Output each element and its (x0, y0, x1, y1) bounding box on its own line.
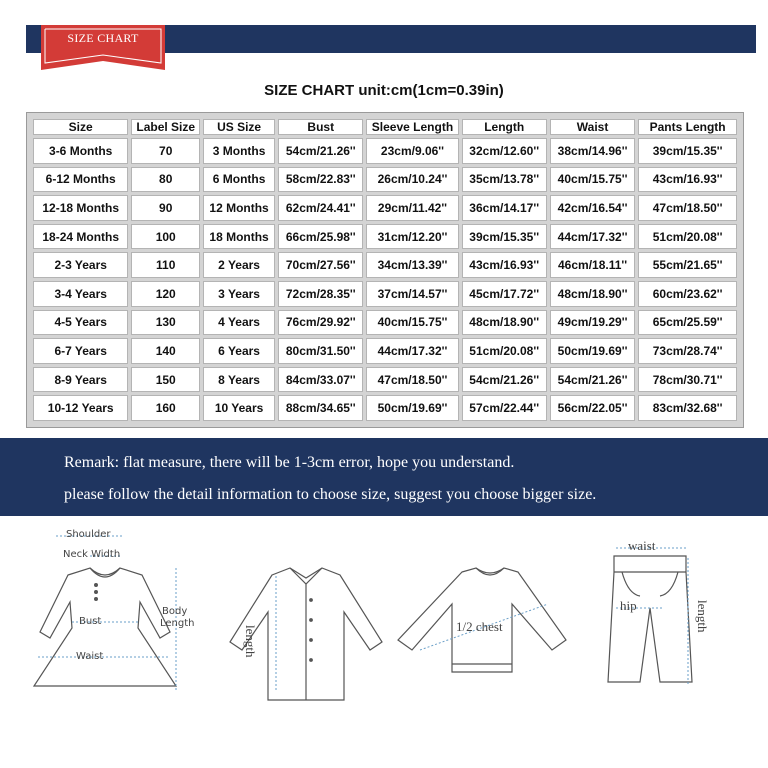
table-cell: 120 (131, 281, 200, 307)
table-row (33, 195, 737, 221)
table-cell: 6-7 Years (33, 338, 128, 364)
table-cell: 4-5 Years (33, 310, 128, 336)
table-row (33, 281, 737, 307)
table-cell: 45cm/17.72'' (462, 281, 547, 307)
table-cell: 54cm/21.26'' (462, 367, 547, 393)
size-table-frame (27, 113, 743, 427)
chart-title: SIZE CHART unit:cm(1cm=0.39in) (264, 82, 504, 99)
pants-waist-label: waist (628, 538, 656, 553)
table-cell: 8-9 Years (33, 367, 128, 393)
table-cell: 3-6 Months (33, 138, 128, 164)
table-cell: 10-12 Years (33, 395, 128, 421)
table-cell: 44cm/17.32'' (550, 224, 635, 250)
table-cell: 110 (131, 252, 200, 278)
header-length: Length (462, 119, 547, 135)
table-cell: 35cm/13.78'' (462, 167, 547, 193)
table-cell: 46cm/18.11'' (550, 252, 635, 278)
table-cell: 10 Years (203, 395, 275, 421)
table-cell: 38cm/14.96'' (550, 138, 635, 164)
table-row (33, 252, 737, 278)
table-cell: 40cm/15.75'' (366, 310, 458, 336)
size-chart-ribbon (41, 25, 165, 72)
table-cell: 37cm/14.57'' (366, 281, 458, 307)
table-cell: 8 Years (203, 367, 275, 393)
table-cell: 50cm/19.69'' (550, 338, 635, 364)
table-cell: 150 (131, 367, 200, 393)
table-cell: 100 (131, 224, 200, 250)
table-cell: 42cm/16.54'' (550, 195, 635, 221)
table-header-row (33, 119, 737, 135)
table-cell: 39cm/15.35'' (462, 224, 547, 250)
table-cell: 80 (131, 167, 200, 193)
table-cell: 31cm/12.20'' (366, 224, 458, 250)
table-cell: 2-3 Years (33, 252, 128, 278)
header-label-size: Label Size (131, 119, 200, 135)
table-cell: 56cm/22.05'' (550, 395, 635, 421)
table-cell: 43cm/16.93'' (462, 252, 547, 278)
table-row (33, 138, 737, 164)
table-cell: 72cm/28.35'' (278, 281, 363, 307)
table-cell: 55cm/21.65'' (638, 252, 737, 278)
table-cell: 83cm/32.68'' (638, 395, 737, 421)
table-cell: 3-4 Years (33, 281, 128, 307)
table-cell: 80cm/31.50'' (278, 338, 363, 364)
table-cell: 54cm/21.26'' (550, 367, 635, 393)
table-cell: 26cm/10.24'' (366, 167, 458, 193)
header-size: Size (33, 119, 128, 135)
remark-line-1: Remark: flat measure, there will be 1-3cm error, hope you understand. (64, 454, 515, 471)
table-cell: 58cm/22.83'' (278, 167, 363, 193)
table-cell: 23cm/9.06'' (366, 138, 458, 164)
table-cell: 78cm/30.71'' (638, 367, 737, 393)
table-cell: 88cm/34.65'' (278, 395, 363, 421)
table-cell: 73cm/28.74'' (638, 338, 737, 364)
table-cell: 90 (131, 195, 200, 221)
table-cell: 2 Years (203, 252, 275, 278)
table-cell: 48cm/18.90'' (462, 310, 547, 336)
table-cell: 43cm/16.93'' (638, 167, 737, 193)
table-cell: 57cm/22.44'' (462, 395, 547, 421)
table-cell: 6-12 Months (33, 167, 128, 193)
table-cell: 36cm/14.17'' (462, 195, 547, 221)
table-cell: 12 Months (203, 195, 275, 221)
table-cell: 34cm/13.39'' (366, 252, 458, 278)
table-cell: 65cm/25.59'' (638, 310, 737, 336)
chest-label: 1/2 chest (456, 619, 503, 634)
table-cell: 32cm/12.60'' (462, 138, 547, 164)
header-us-size: US Size (203, 119, 275, 135)
table-body (33, 138, 737, 421)
header-bust: Bust (278, 119, 363, 135)
body-length-label-2: Length (160, 618, 195, 629)
dress-illustration (34, 568, 176, 686)
table-row (33, 310, 737, 336)
table-cell: 12-18 Months (33, 195, 128, 221)
table-cell: 29cm/11.42'' (366, 195, 458, 221)
table-cell: 49cm/19.29'' (550, 310, 635, 336)
waist-label: Waist (76, 651, 104, 662)
table-cell: 18-24 Months (33, 224, 128, 250)
table-cell: 130 (131, 310, 200, 336)
measurement-diagrams (0, 520, 768, 750)
table-cell: 140 (131, 338, 200, 364)
ribbon-label: SIZE CHART (67, 31, 139, 45)
table-cell: 70cm/27.56'' (278, 252, 363, 278)
table-cell: 51cm/20.08'' (638, 224, 737, 250)
table-row (33, 224, 737, 250)
table-cell: 84cm/33.07'' (278, 367, 363, 393)
table-cell: 66cm/25.98'' (278, 224, 363, 250)
shirt-length-label: length (243, 625, 258, 658)
table-cell: 60cm/23.62'' (638, 281, 737, 307)
table-cell: 70 (131, 138, 200, 164)
remark-banner (0, 438, 768, 516)
table-cell: 51cm/20.08'' (462, 338, 547, 364)
table-cell: 3 Years (203, 281, 275, 307)
neck-width-label: Neck Width (63, 549, 121, 560)
pants-length-label: length (695, 600, 710, 633)
table-row (33, 338, 737, 364)
table-cell: 50cm/19.69'' (366, 395, 458, 421)
table-cell: 40cm/15.75'' (550, 167, 635, 193)
pants-hip-label: hip (620, 598, 637, 613)
body-length-label-1: Body (162, 606, 188, 617)
table-cell: 48cm/18.90'' (550, 281, 635, 307)
table-cell: 4 Years (203, 310, 275, 336)
table-cell: 47cm/18.50'' (366, 367, 458, 393)
table-cell: 62cm/24.41'' (278, 195, 363, 221)
header-pants-length: Pants Length (638, 119, 737, 135)
pants-illustration (608, 556, 692, 682)
table-row (33, 167, 737, 193)
shoulder-label: Shoulder (66, 529, 111, 540)
header-sleeve-length: Sleeve Length (366, 119, 458, 135)
table-cell: 18 Months (203, 224, 275, 250)
table-cell: 3 Months (203, 138, 275, 164)
table-cell: 6 Months (203, 167, 275, 193)
size-table (30, 116, 740, 424)
table-cell: 54cm/21.26'' (278, 138, 363, 164)
remark-line-2: please follow the detail information to choose size, suggest you choose bigger size. (64, 486, 597, 503)
table-cell: 47cm/18.50'' (638, 195, 737, 221)
header-waist: Waist (550, 119, 635, 135)
table-cell: 160 (131, 395, 200, 421)
table-cell: 39cm/15.35'' (638, 138, 737, 164)
table-row (33, 367, 737, 393)
table-row (33, 395, 737, 421)
table-cell: 6 Years (203, 338, 275, 364)
table-cell: 44cm/17.32'' (366, 338, 458, 364)
table-cell: 76cm/29.92'' (278, 310, 363, 336)
bust-label: Bust (79, 616, 102, 627)
